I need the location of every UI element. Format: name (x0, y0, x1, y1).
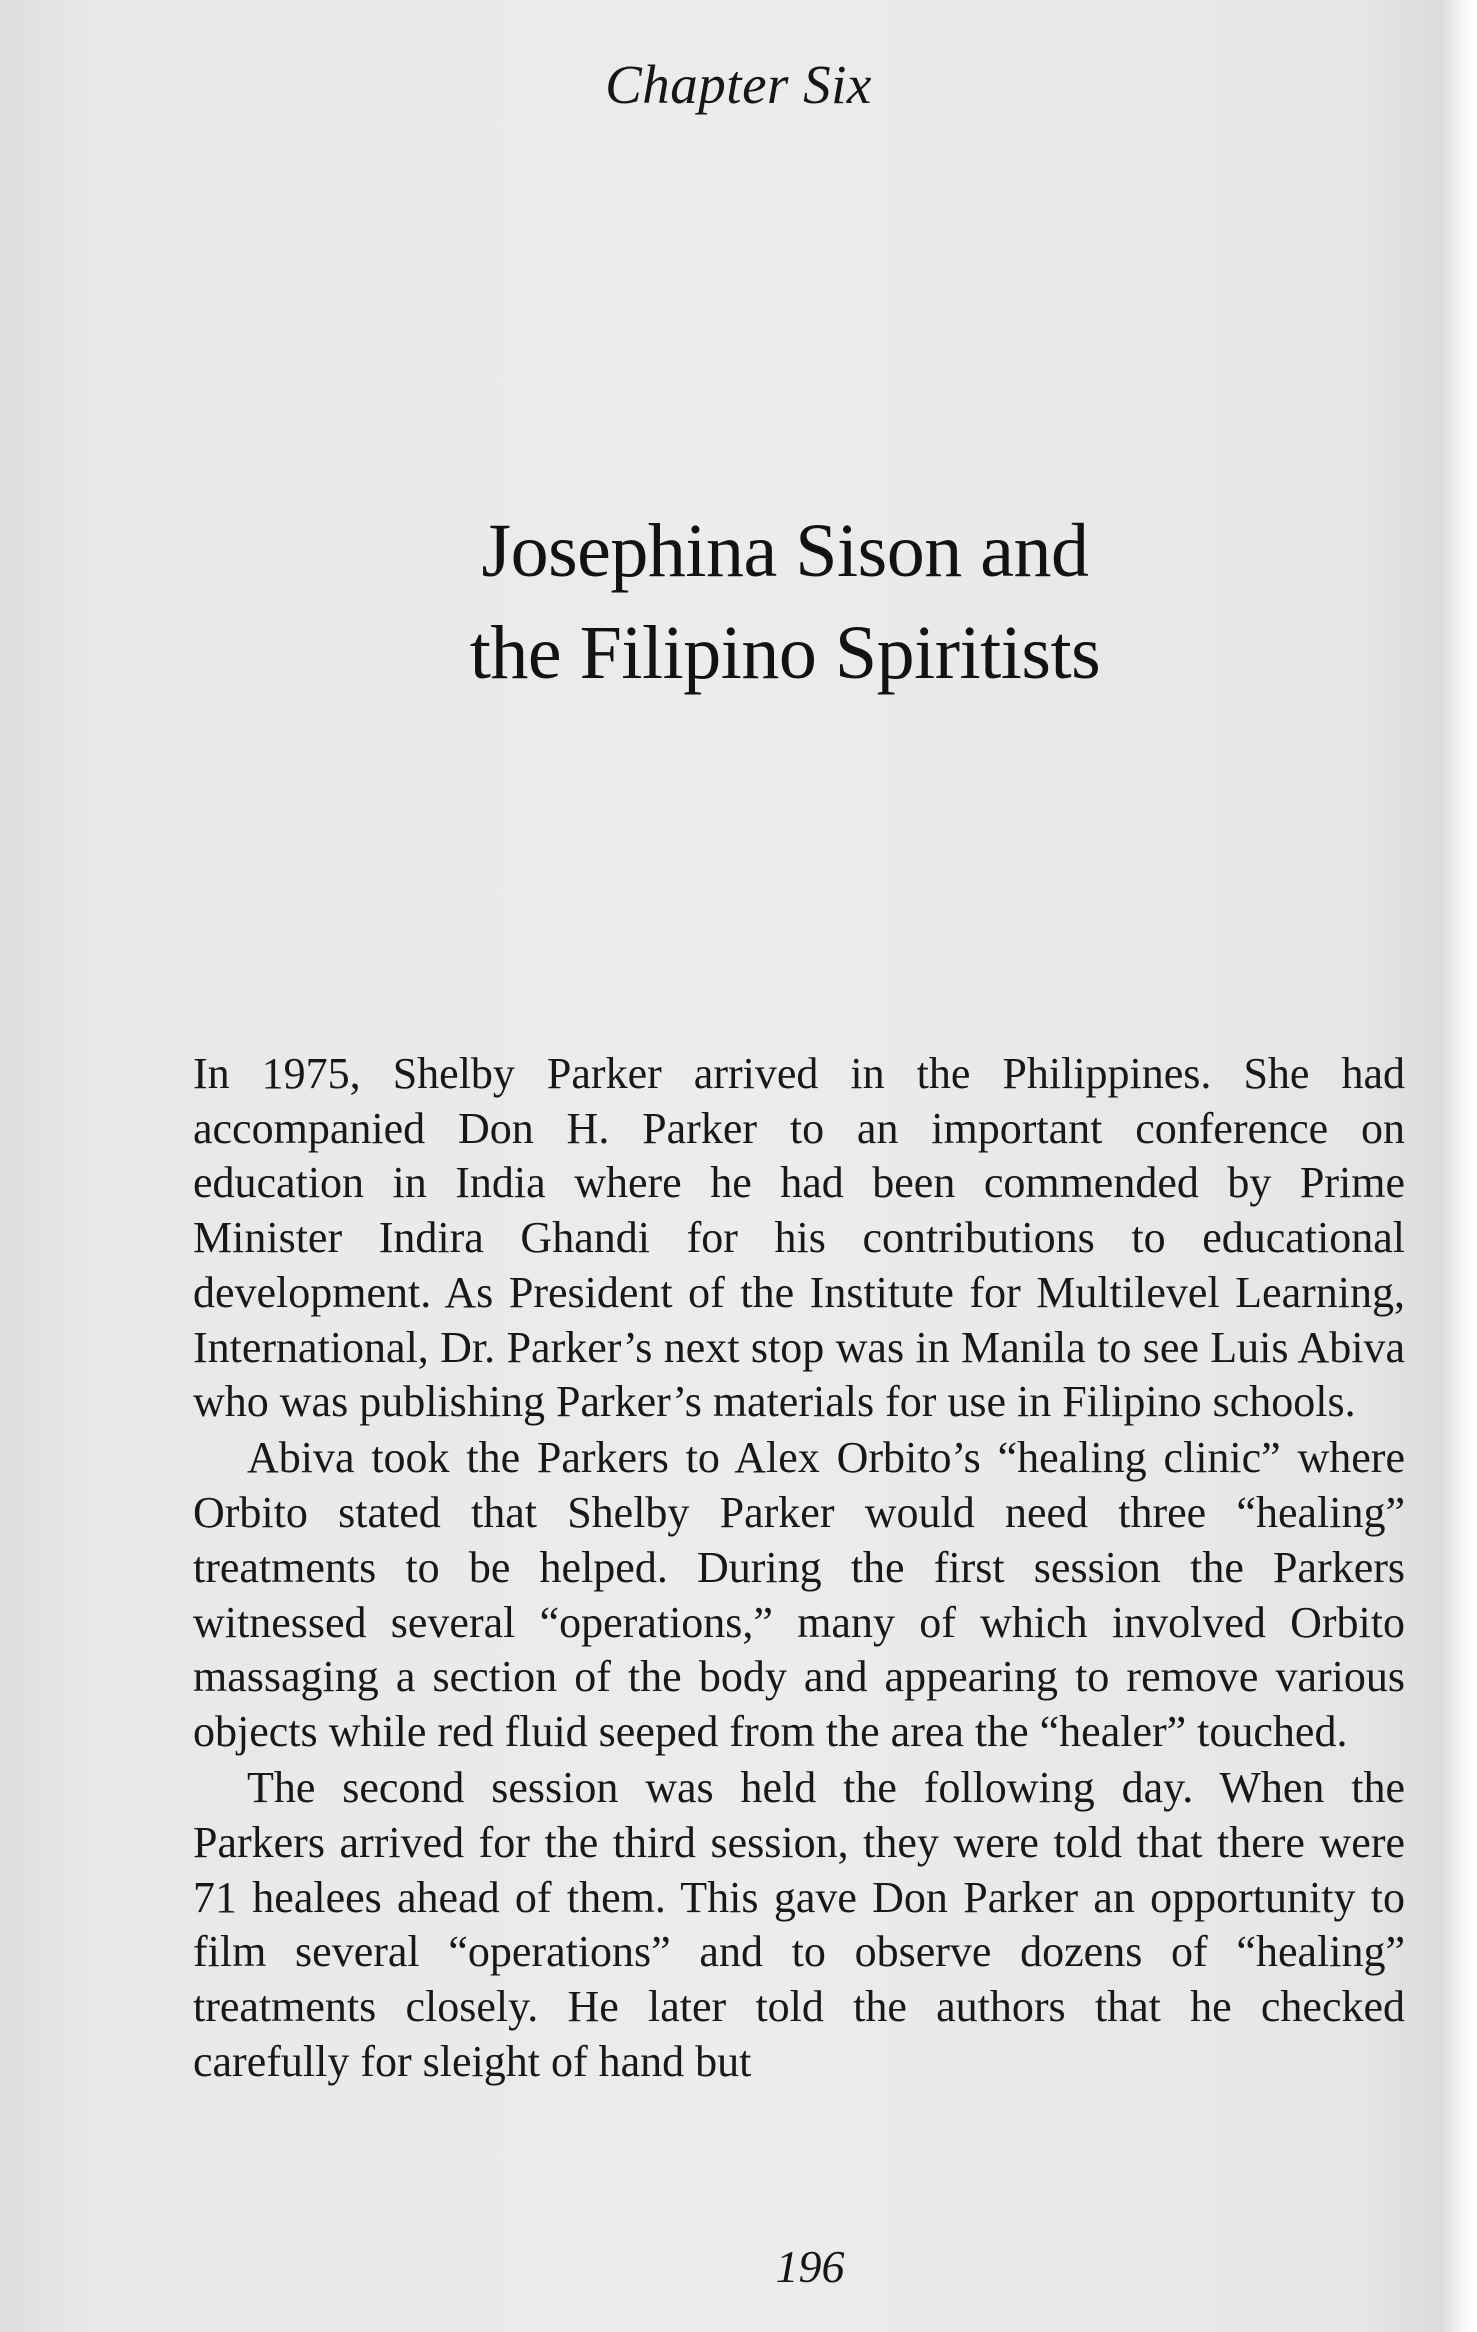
running-head: Chapter Six (605, 54, 872, 115)
chapter-title-line-2: the Filipino Spiritists (469, 611, 1101, 695)
page-edge-highlight (1441, 0, 1477, 2332)
body-text (193, 1047, 1405, 2089)
chapter-title (0, 500, 1477, 704)
chapter-title-line-1: Josephina Sison and (481, 509, 1089, 593)
paragraph-3: The second session was held the following day. When the Parkers arrived for the third session, they were told that there were 71 healees ahead of them. This gave Don Parker an opportunity to film several “operations” and to observe dozens of “healing” treatments closely. He later told the authors that he checked carefully for sleight of hand but (193, 1763, 1405, 2086)
page-number: 196 (775, 2241, 845, 2292)
paragraph-2: Abiva took the Parkers to Alex Orbito’s “healing clinic” where Orbito stated that Shelby Parker would need three “healing” treatments to be helped. During the first session the Parkers witnessed several “operations,” many of which involved Orbito massaging a section of the body and appearing to remove various objects while red fluid seeped from the area the “healer” touched. (193, 1433, 1405, 1756)
paragraph-1: In 1975, Shelby Parker arrived in the Philippines. She had accompanied Don H. Parker to an important conference on education in India where he had been commended by Prime Minister Indira Ghandi for his contributions to educational development. As President of the Institute for Multilevel Learning, International, Dr. Parker’s next stop was in Manila to see Luis Abiva who was publishing Parker’s materials for use in Filipino schools. (193, 1049, 1405, 1427)
